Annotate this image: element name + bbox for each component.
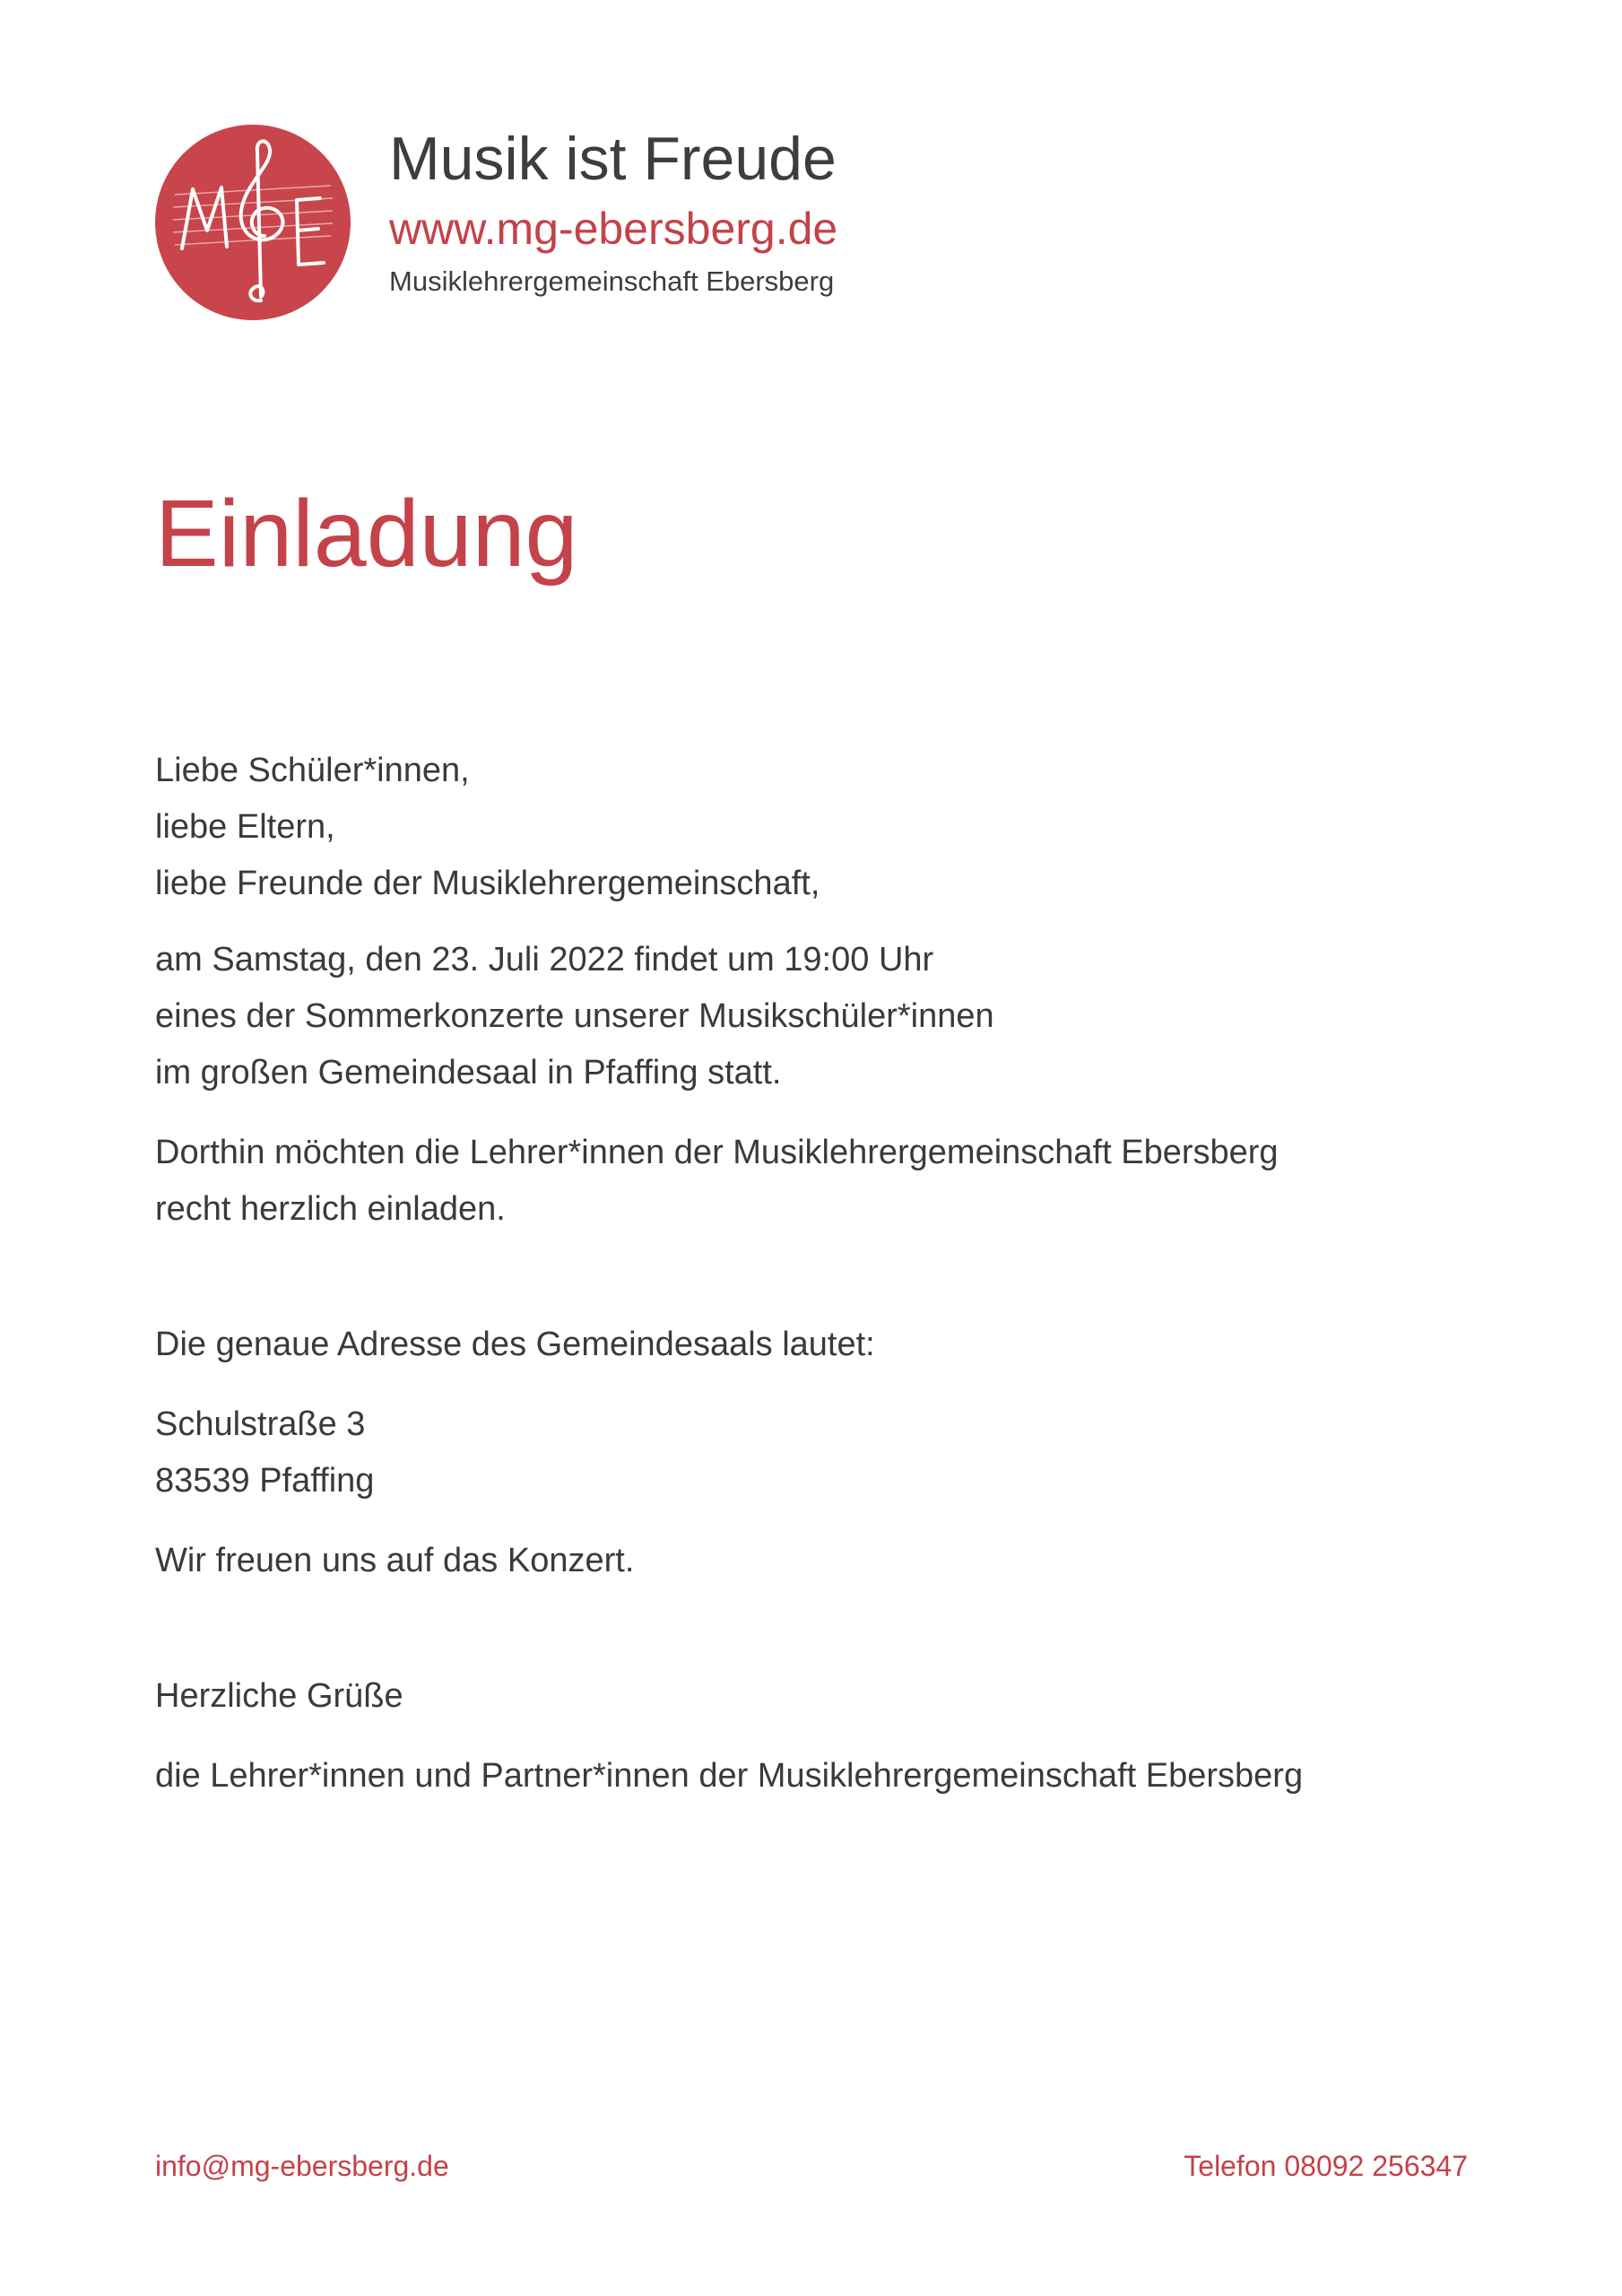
organization-name: Musiklehrergemeinschaft Ebersberg [389, 265, 835, 297]
closing-line: Wir freuen uns auf das Konzert. [155, 1542, 635, 1579]
greeting-line: liebe Eltern, [155, 808, 335, 846]
greeting-line: Liebe Schüler*innen, [155, 752, 470, 789]
regards: Herzliche Grüße [155, 1677, 403, 1715]
address-city: 83539 Pfaffing [155, 1462, 375, 1500]
announcement-line: am Samstag, den 23. Juli 2022 findet um 19:00 Uhr [155, 941, 934, 978]
footer-phone: Telefon 08092 256347 [1184, 2150, 1468, 2182]
address-intro: Die genaue Adresse des Gemeindesaals lautet: [155, 1326, 875, 1363]
mge-logo [155, 125, 351, 320]
greeting-line: liebe Freunde der Musiklehrergemeinschaft, [155, 865, 820, 902]
letter-body [155, 743, 1482, 1805]
footer-email-link[interactable]: info@mg-ebersberg.de [155, 2150, 449, 2182]
address-street: Schulstraße 3 [155, 1405, 366, 1443]
brand-slogan: Musik ist Freude [389, 125, 837, 193]
brand-block [389, 118, 837, 305]
document-title: Einladung [155, 481, 578, 587]
invitation-line: recht herzlich einladen. [155, 1190, 506, 1228]
announcement-line: eines der Sommerkonzerte unserer Musikschüler*innen [155, 997, 994, 1035]
invitation-line: Dorthin möchten die Lehrer*innen der Musiklehrergemeinschaft Ebersberg [155, 1134, 1279, 1171]
signature: die Lehrer*innen und Partner*innen der Musiklehrergemeinschaft Ebersberg [155, 1757, 1304, 1795]
website-link[interactable]: www.mg-ebersberg.de [389, 204, 838, 254]
announcement-line: im großen Gemeindesaal in Pfaffing statt. [155, 1054, 782, 1091]
